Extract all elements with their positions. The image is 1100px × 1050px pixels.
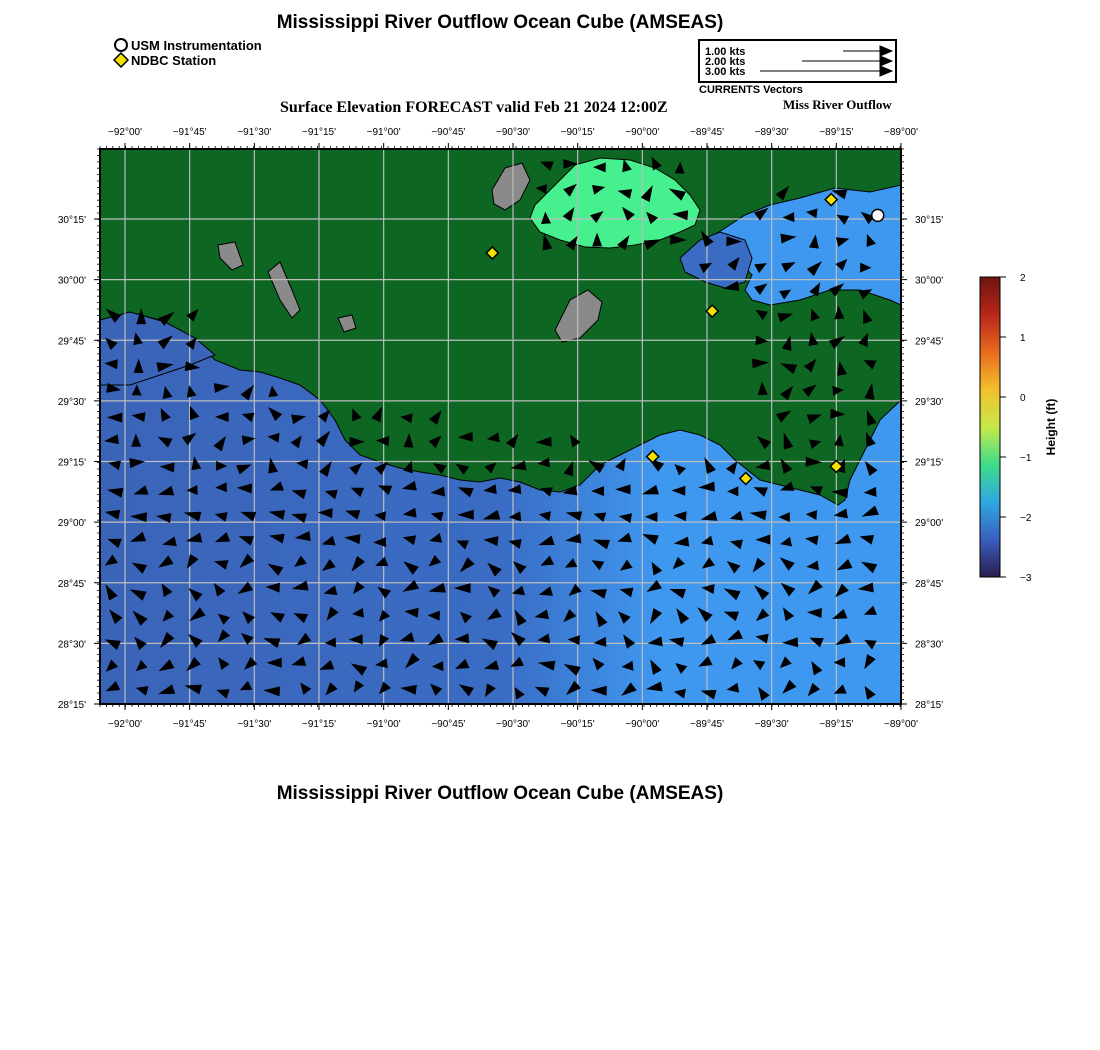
lon-tick-label-bottom: −92°00'	[108, 719, 142, 730]
colorbar-label: Height (ft)	[1044, 398, 1058, 456]
lat-tick-label-right: 30°15'	[915, 215, 944, 226]
lat-tick-label-right: 28°15'	[915, 700, 944, 711]
page-title: Mississippi River Outflow Ocean Cube (AMSEAS)	[276, 12, 724, 33]
region-label: Miss River Outflow	[783, 97, 892, 112]
lat-tick-label-left: 30°00'	[57, 275, 86, 287]
lon-tick-label-top: −91°15'	[302, 127, 336, 138]
lon-tick-label-bottom: −91°30'	[237, 719, 272, 730]
lon-tick-label-top: −91°30'	[237, 127, 272, 138]
height-colorbar	[970, 265, 1080, 595]
usm-station-marker[interactable]	[872, 209, 884, 221]
lon-tick-label-bottom: −91°15'	[302, 719, 336, 730]
lat-tick-label-left: 28°45'	[57, 578, 86, 590]
lat-tick-label-left: 28°15'	[57, 700, 86, 711]
colorbar-tick-label: −2	[1020, 513, 1032, 524]
lat-tick-label-left: 28°30'	[57, 639, 86, 651]
lon-tick-label-top: −91°45'	[172, 127, 207, 138]
colorbar-tick-label: −3	[1020, 573, 1032, 584]
legend-usm	[113, 37, 262, 53]
lon-tick-label-top: −90°45'	[431, 127, 466, 138]
lat-tick-label-left: 29°15'	[57, 457, 86, 469]
legend-ndbc-label: NDBC Station	[131, 52, 217, 68]
lat-tick-label-right: 28°30'	[915, 639, 944, 651]
legend-usm-label: USM Instrumentation	[131, 37, 262, 53]
page-title-bottom: Mississippi River Outflow Ocean Cube (AMSEAS)	[276, 783, 724, 804]
usm-circle-icon	[113, 37, 129, 53]
lat-tick-label-right: 28°45'	[915, 578, 944, 590]
lon-tick-label-bottom: −90°45'	[431, 719, 466, 730]
lon-tick-label-top: −89°30'	[754, 127, 789, 138]
map-subtitle: Surface Elevation FORECAST valid Feb 21 2024 12:00Z	[280, 99, 668, 116]
lon-tick-label-top: −90°30'	[496, 127, 530, 138]
colorbar-tick-label: 0	[1020, 393, 1026, 404]
lat-tick-label-right: 29°30'	[915, 396, 944, 408]
vector-label-2: 2.00 kts	[705, 56, 746, 68]
vector-label-1: 1.00 kts	[705, 46, 746, 58]
lon-tick-label-bottom: −89°30'	[754, 719, 789, 730]
lat-tick-label-right: 29°45'	[915, 336, 944, 348]
lon-tick-label-top: −89°45'	[690, 127, 724, 138]
vector-scale-legend	[698, 39, 897, 83]
ndbc-diamond-icon	[113, 52, 129, 68]
lat-tick-label-right: 29°00'	[915, 518, 944, 530]
forecast-map	[0, 110, 960, 750]
lat-tick-label-right: 29°15'	[915, 457, 944, 469]
vector-scale-svg	[700, 41, 895, 81]
legend-ndbc	[113, 52, 216, 68]
lat-tick-label-left: 30°15'	[57, 215, 86, 226]
lon-tick-label-bottom: −89°45'	[690, 719, 724, 730]
lon-tick-label-bottom: −89°00'	[884, 719, 918, 730]
lon-tick-label-bottom: −90°15'	[560, 719, 595, 730]
colorbar-tick-label: −1	[1020, 453, 1032, 464]
lon-tick-label-bottom: −91°00'	[366, 719, 401, 730]
colorbar-tick-label: 1	[1020, 333, 1026, 344]
lon-tick-label-bottom: −91°45'	[172, 719, 207, 730]
lon-tick-label-top: −90°15'	[560, 127, 595, 138]
lon-tick-label-top: −90°00'	[625, 127, 660, 138]
lon-tick-label-bottom: −89°15'	[819, 719, 854, 730]
lon-tick-label-top: −91°00'	[366, 127, 401, 138]
lat-tick-label-right: 30°00'	[915, 275, 944, 287]
vector-label-3: 3.00 kts	[705, 66, 746, 78]
lon-tick-label-top: −89°00'	[884, 127, 918, 138]
lat-tick-label-left: 29°45'	[57, 336, 86, 348]
lon-tick-label-bottom: −90°30'	[496, 719, 530, 730]
colorbar-ramp	[980, 277, 1000, 577]
lat-tick-label-left: 29°30'	[57, 396, 86, 408]
lon-tick-label-bottom: −90°00'	[625, 719, 660, 730]
lat-tick-label-left: 29°00'	[57, 518, 86, 530]
lon-tick-label-top: −89°15'	[819, 127, 854, 138]
lon-tick-label-top: −92°00'	[108, 127, 142, 138]
colorbar-tick-label: 2	[1020, 273, 1026, 284]
vector-caption: CURRENTS Vectors	[699, 84, 803, 96]
